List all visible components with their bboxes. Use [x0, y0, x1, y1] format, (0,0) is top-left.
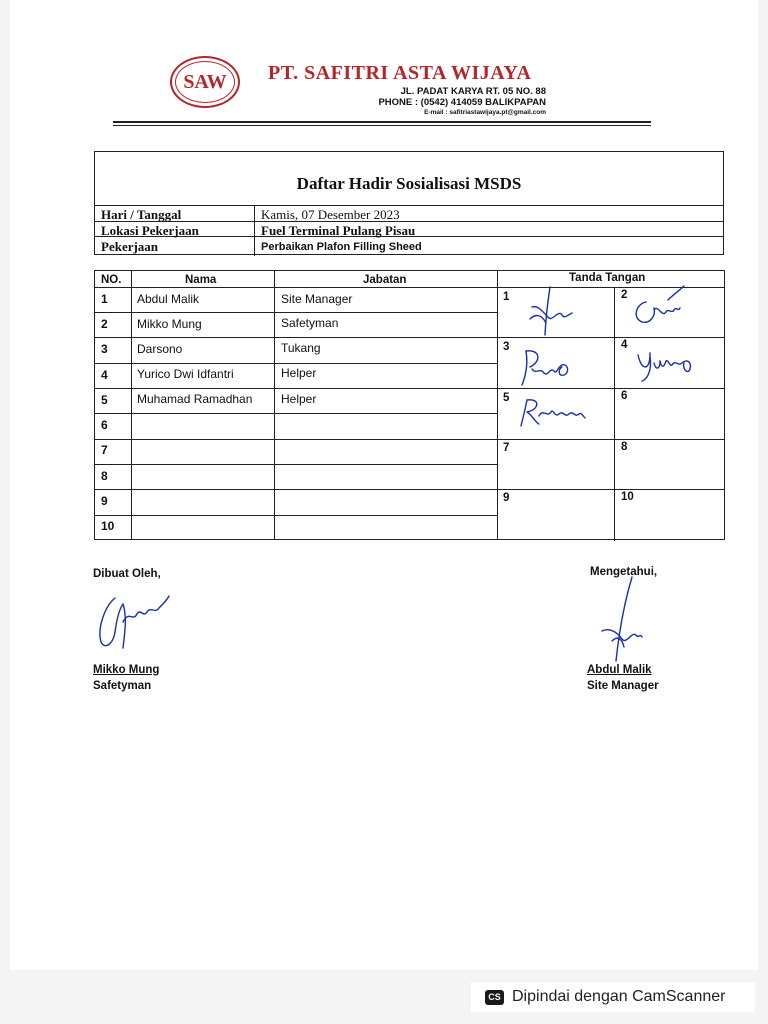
field-value-location: Fuel Terminal Pulang Pisau [261, 223, 416, 238]
signature-slot-number: 2 [621, 289, 628, 301]
row-divider [95, 515, 497, 516]
header-signature: Tanda Tangan [569, 272, 646, 284]
company-address: JL. PADAT KARYA RT. 05 NO. 88 [400, 86, 546, 97]
company-email: E-mail : safitriastawijaya.pt@gmail.com [424, 109, 546, 116]
approved-by-name: Abdul Malik [587, 664, 652, 676]
header-row-divider [95, 221, 723, 222]
row-no: 9 [101, 494, 108, 508]
field-value-date: Kamis, 07 Desember 2023 [261, 207, 400, 222]
row-name: Darsono [137, 342, 183, 356]
row-name: Yurico Dwi Idfantri [137, 367, 234, 381]
signature-slot-number: 1 [503, 291, 510, 303]
header-position: Jabatan [363, 274, 407, 286]
camscanner-icon: CS [485, 990, 504, 1005]
field-label-location: Lokasi Pekerjaan [101, 223, 199, 238]
signature-slot-number: 9 [503, 492, 510, 504]
row-no: 1 [101, 292, 108, 306]
column-divider [497, 271, 498, 539]
row-no: 3 [101, 342, 108, 356]
signature-darsono [518, 345, 580, 390]
row-divider [95, 439, 724, 440]
row-name: Mikko Mung [137, 317, 202, 331]
approved-by-label: Mengetahui, [590, 566, 658, 578]
document-header-box [94, 151, 724, 255]
row-position: Helper [281, 366, 317, 380]
row-name: Abdul Malik [137, 292, 200, 306]
row-no: 4 [101, 368, 108, 382]
prepared-by-label: Dibuat Oleh, [93, 568, 161, 580]
row-divider [95, 363, 497, 364]
signature-prepared-by [93, 592, 173, 654]
row-no: 2 [101, 317, 108, 331]
row-divider [95, 388, 724, 389]
approved-by-title: Site Manager [587, 680, 659, 692]
signature-yurico [632, 345, 698, 385]
signature-slot-number: 8 [621, 441, 628, 453]
row-position: Site Manager [281, 292, 353, 306]
row-no: 7 [101, 443, 108, 457]
row-no: 6 [101, 418, 108, 432]
signature-slot-number: 4 [621, 339, 628, 351]
signature-slot-number: 6 [621, 390, 628, 402]
company-logo [170, 56, 240, 108]
camscanner-watermark [471, 982, 755, 1012]
row-divider [95, 337, 724, 338]
field-label-date: Hari / Tanggal [101, 207, 182, 222]
signature-muhamad-ramadhan [517, 396, 589, 430]
signature-mikko-mung [628, 282, 690, 330]
prepared-by-title: Safetyman [93, 680, 152, 692]
document-title: Daftar Hadir Sosialisasi MSDS [296, 174, 522, 193]
row-divider [95, 464, 497, 465]
header-row-divider [95, 205, 723, 206]
logo-text: SAW [175, 61, 235, 103]
row-name: Muhamad Ramadhan [137, 392, 253, 406]
signature-slot-number: 10 [621, 491, 634, 503]
row-divider [95, 413, 497, 414]
row-no: 10 [101, 519, 115, 533]
row-no: 8 [101, 469, 108, 483]
row-position: Helper [281, 392, 317, 406]
signature-approved-by [598, 575, 646, 667]
signature-abdul-malik [520, 285, 580, 340]
row-divider [95, 312, 497, 313]
field-value-work: Perbaikan Plafon Filling Sheed [261, 241, 422, 253]
signature-slot-number: 7 [503, 442, 510, 454]
company-name: PT. SAFITRI ASTA WIJAYA [268, 62, 532, 84]
letterhead-rule [113, 121, 651, 123]
letterhead-rule-thin [113, 125, 651, 126]
header-no: NO. [101, 274, 122, 286]
signature-slot-number: 3 [503, 341, 510, 353]
row-position: Tukang [281, 341, 321, 355]
header-column-divider [254, 205, 255, 256]
row-position: Safetyman [281, 316, 339, 330]
camscanner-text: Dipindai dengan CamScanner [512, 988, 726, 1005]
prepared-by-name: Mikko Mung [93, 664, 160, 676]
company-phone: PHONE : (0542) 414059 BALIKPAPAN [378, 97, 546, 108]
column-divider [614, 287, 615, 541]
header-name: Nama [185, 274, 217, 286]
row-no: 5 [101, 393, 108, 407]
row-divider [95, 489, 724, 490]
row-divider [95, 287, 497, 288]
field-label-work: Pekerjaan [101, 239, 159, 254]
signature-slot-number: 5 [503, 392, 510, 404]
